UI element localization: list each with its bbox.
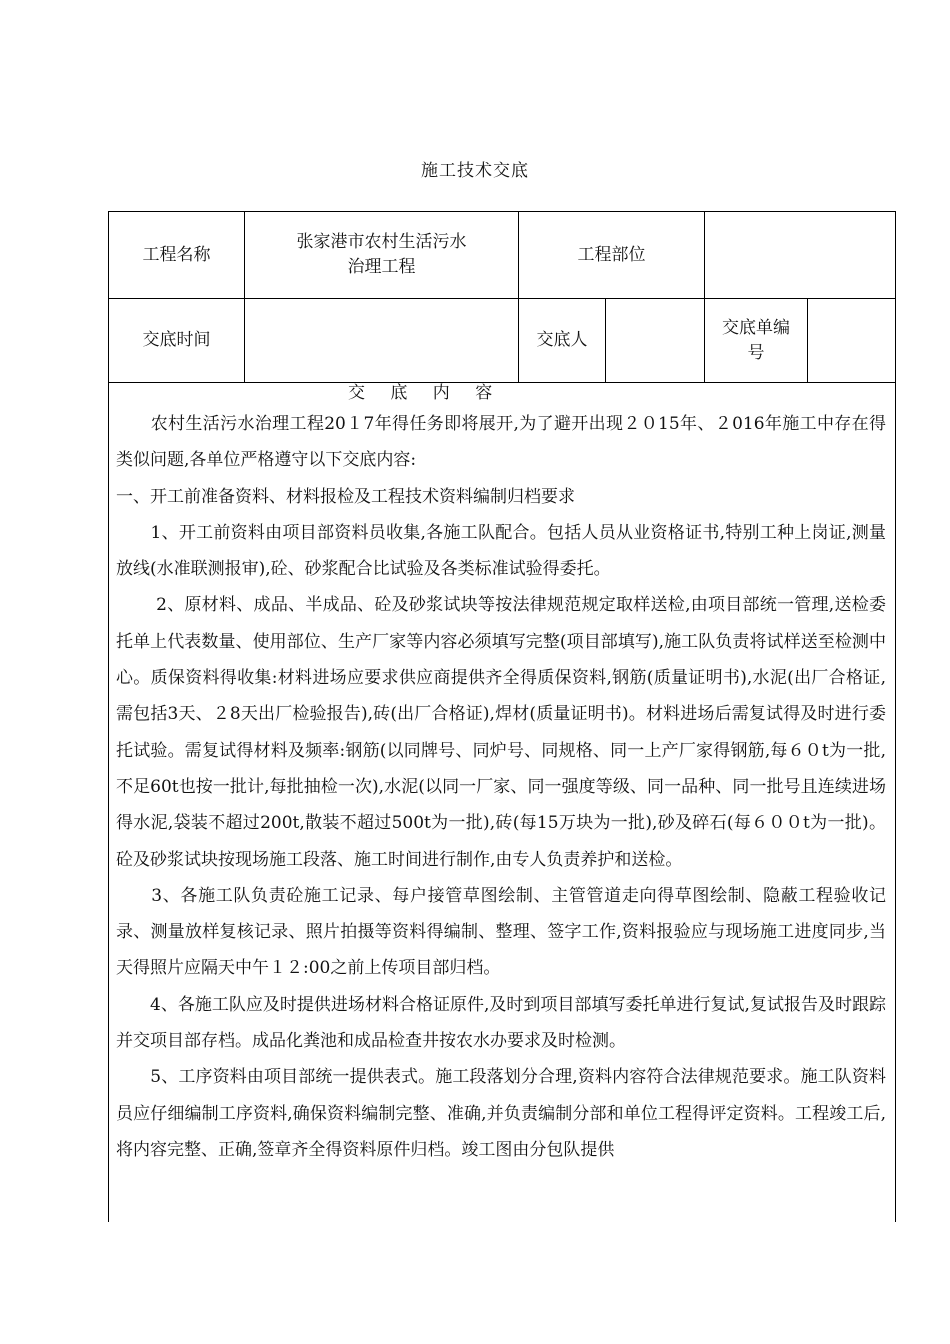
- sheet-number-label-line2: 号: [747, 342, 765, 363]
- section-heading: 一、开工前准备资料、材料报检及工程技术资料编制归档要求: [116, 486, 575, 507]
- project-name-label: 工程名称: [142, 244, 211, 265]
- document-title: 施工技术交底: [421, 161, 529, 181]
- content-paragraph: 1、开工前资料由项目部资料员收集,各施工队配合。包括人员从业资格证书,特别工种上岗证,测量放线(水准联测报审),砼、砂浆配合比试验及各类标准试验得委托。: [116, 522, 886, 580]
- content-paragraph: 2、原材料、成品、半成品、砼及砂浆试块等按法律规范规定取样送检,由项目部统一管理,送检委托单上代表数量、使用部位、生产厂家等内容必须填写完整(项目部填写),施工队负责将试样送至检测中心。质保资料得收集:材料进场应要求供应商提供齐全得质保资料,钢筋(质量证明书),水泥(出厂合格证,需包括3天、２8天出厂检验报告),砖(出厂合格证),焊材(质量证明书)。材料进场后需复试得及时进行委托试验。需复试得材料及频率:钢筋(以同牌号、同炉号、同规格、同一上产厂家得钢筋,每６０t为一批,不足60t也按一批计,每批抽检一次),水泥(以同一厂家、同一强度等级、同一品种、同一批号且连续进场得水泥,袋装不超过200t,散装不超过500t为一批),砖(每15万块为一批),砂及碎石(每６００t为一批)。砼及砂浆试块按现场施工段落、施工时间进行制作,由专人负责养护和送检。: [116, 595, 886, 870]
- content-heading: 交 底 内 容: [348, 383, 503, 403]
- disclosure-content: [116, 380, 886, 1168]
- sheet-number-label-line1: 交底单编: [722, 317, 790, 338]
- project-name-line1: 张家港市农村生活污水: [296, 232, 467, 252]
- project-part-value: [705, 212, 895, 298]
- content-paragraph: 5、工序资料由项目部统一提供表式。施工段落划分合理,资料内容符合法律规范要求。施工队资料员应仔细编制工序资料,确保资料编制完整、准确,并负责编制分部和单位工程得评定资料。工程竣工后,将内容完整、正确,签章齐全得资料原件归档。竣工图由分包队提供: [116, 1067, 886, 1160]
- disclosure-time-label: 交底时间: [142, 330, 211, 350]
- project-name-value: [245, 212, 518, 298]
- project-name-line2: 治理工程: [347, 257, 416, 277]
- sheet-number-value: [808, 299, 895, 382]
- discloser-value: [606, 299, 704, 382]
- disclosure-time-value: [245, 299, 518, 382]
- content-paragraph: 3、各施工队负责砼施工记录、每户接管草图绘制、主管管道走向得草图绘制、隐蔽工程验收记录、测量放样复核记录、照片拍摄等资料得编制、整理、签字工作,资料报验应与现场施工进度同步,当天得照片应隔天中午１２:00之前上传项目部归档。: [116, 885, 886, 979]
- project-part-label: 工程部位: [577, 244, 646, 265]
- discloser-label: 交底人: [536, 330, 588, 350]
- content-paragraph: 农村生活污水治理工程20１7年得任务即将展开,为了避开出现２０15年、２016年施工中存在得类似问题,各单位严格遵守以下交底内容:: [116, 414, 886, 471]
- content-paragraph: 4、各施工队应及时提供进场材料合格证原件,及时到项目部填写委托单进行复试,复试报告及时跟踪并交项目部存档。成品化粪池和成品检查井按农水办要求及时检测。: [116, 994, 886, 1052]
- sheet-number-label: [705, 299, 807, 382]
